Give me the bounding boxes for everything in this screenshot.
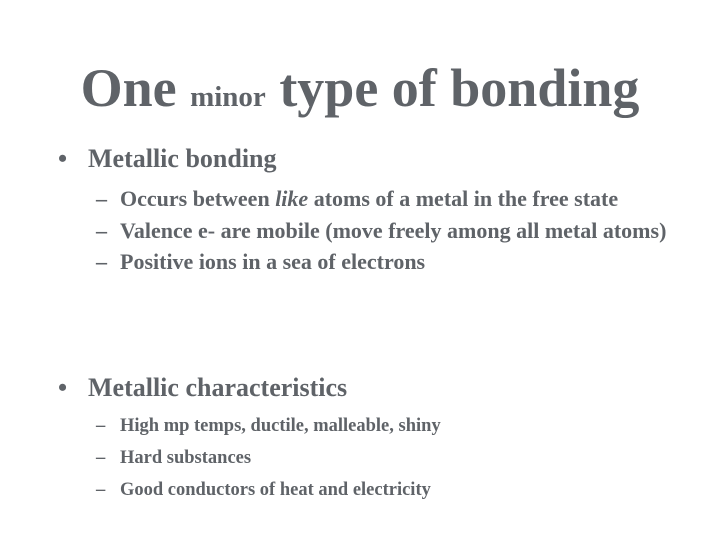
dash-icon: – xyxy=(96,416,106,436)
bullet-icon: • xyxy=(58,373,68,402)
list-item xyxy=(96,246,686,278)
list-item xyxy=(96,183,686,215)
dash-icon: – xyxy=(96,480,106,500)
title-minor-word: minor xyxy=(190,81,266,113)
title-part-one: One xyxy=(80,58,191,118)
list-item xyxy=(96,442,686,474)
dash-icon: – xyxy=(96,186,107,211)
item-text: Valence e- are mobile (move freely among all metal atoms) xyxy=(120,217,667,243)
bullet-icon: • xyxy=(58,144,68,173)
sub-list-metallic-characteristics xyxy=(96,410,686,506)
dash-icon: – xyxy=(96,448,106,468)
sub-list-metallic-bonding xyxy=(96,183,686,278)
slide-title xyxy=(0,52,720,133)
item-text-post: atoms of a metal in the free state xyxy=(308,186,619,211)
item-text-emphasis: like xyxy=(275,186,309,211)
item-text: Positive ions in a sea of electrons xyxy=(120,249,426,274)
bullet-metallic-characteristics xyxy=(58,372,347,404)
item-text-pre: Occurs between xyxy=(120,186,276,211)
dash-icon: – xyxy=(96,217,107,243)
dash-icon: – xyxy=(96,249,107,274)
item-text: Hard substances xyxy=(120,448,252,468)
bullet-label: Metallic characteristics xyxy=(88,373,348,402)
list-item xyxy=(96,215,686,247)
title-part-two: type of bonding xyxy=(265,58,640,118)
bullet-metallic-bonding xyxy=(58,143,277,175)
list-item xyxy=(96,474,686,506)
item-text: Good conductors of heat and electricity xyxy=(120,480,431,500)
list-item xyxy=(96,410,686,442)
item-text: High mp temps, ductile, malleable, shiny xyxy=(120,416,441,436)
bullet-label: Metallic bonding xyxy=(88,144,277,173)
